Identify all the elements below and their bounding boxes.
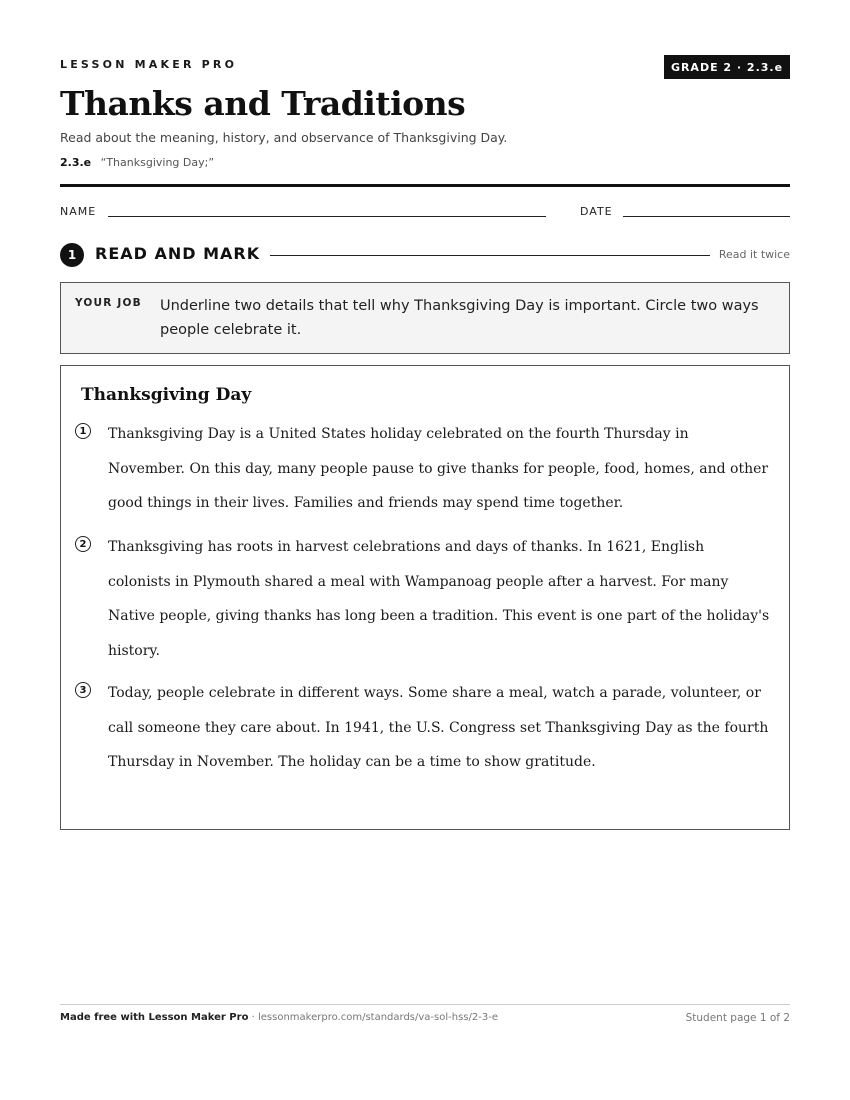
page-subtitle: Read about the meaning, history, and observance of Thanksgiving Day. (60, 130, 508, 145)
reading-title: Thanksgiving Day (81, 385, 252, 405)
job-box (60, 282, 790, 354)
job-label: YOUR JOB (75, 297, 142, 309)
step-divider (270, 255, 710, 256)
footer-page-number: Student page 1 of 2 (685, 1012, 790, 1024)
date-label: DATE (580, 205, 613, 218)
page-title: Thanks and Traditions (60, 84, 466, 123)
standard-code: 2.3.e (60, 156, 92, 169)
paragraph-number: 1 (75, 423, 91, 439)
standard-line (60, 156, 214, 169)
footer-made-with: Made free with Lesson Maker Pro (60, 1012, 249, 1023)
footer-url[interactable]: · lessonmakerpro.com/standards/va-sol-hss/2-3-e (251, 1012, 498, 1023)
footer-credit (60, 1012, 498, 1023)
paragraph-number: 2 (75, 536, 91, 552)
step-note: Read it twice (718, 248, 790, 261)
grade-badge: GRADE 2 · 2.3.e (664, 55, 790, 79)
reading-passage (60, 365, 790, 830)
step-number-badge: 1 (60, 243, 84, 267)
paragraph-text: Thanksgiving has roots in harvest celebrations and days of thanks. In 1621, English colonists in Plymouth shared a meal with Wampanoag people after a harvest. For many Native people, giving thanks has long been a tradition. This event is one part of the holiday's history. (108, 539, 770, 659)
paragraph-number: 3 (75, 682, 91, 698)
job-text: Underline two details that tell why Thanksgiving Day is important. Circle two ways people celebrate it. (160, 298, 759, 338)
footer-divider (60, 1004, 790, 1005)
date-field-line[interactable] (623, 216, 790, 217)
name-field-line[interactable] (108, 216, 546, 217)
step-title: READ AND MARK (95, 244, 261, 263)
brand-name: LESSON MAKER PRO (60, 58, 238, 71)
standard-text: “Thanksgiving Day;” (100, 156, 215, 169)
paragraph-text: Today, people celebrate in different ways. Some share a meal, watch a parade, volunteer, or call someone they care about. In 1941, the U.S. Congress set Thanksgiving Day as the fourth Thursday in November. The holiday can be a time to show gratitude. (108, 685, 769, 770)
name-label: NAME (60, 205, 97, 218)
paragraph-text: Thanksgiving Day is a United States holiday celebrated on the fourth Thursday in November. On this day, many people pause to give thanks for people, food, homes, and other good things in their lives. Families and friends may spend time together. (108, 426, 769, 511)
top-divider (60, 184, 790, 187)
